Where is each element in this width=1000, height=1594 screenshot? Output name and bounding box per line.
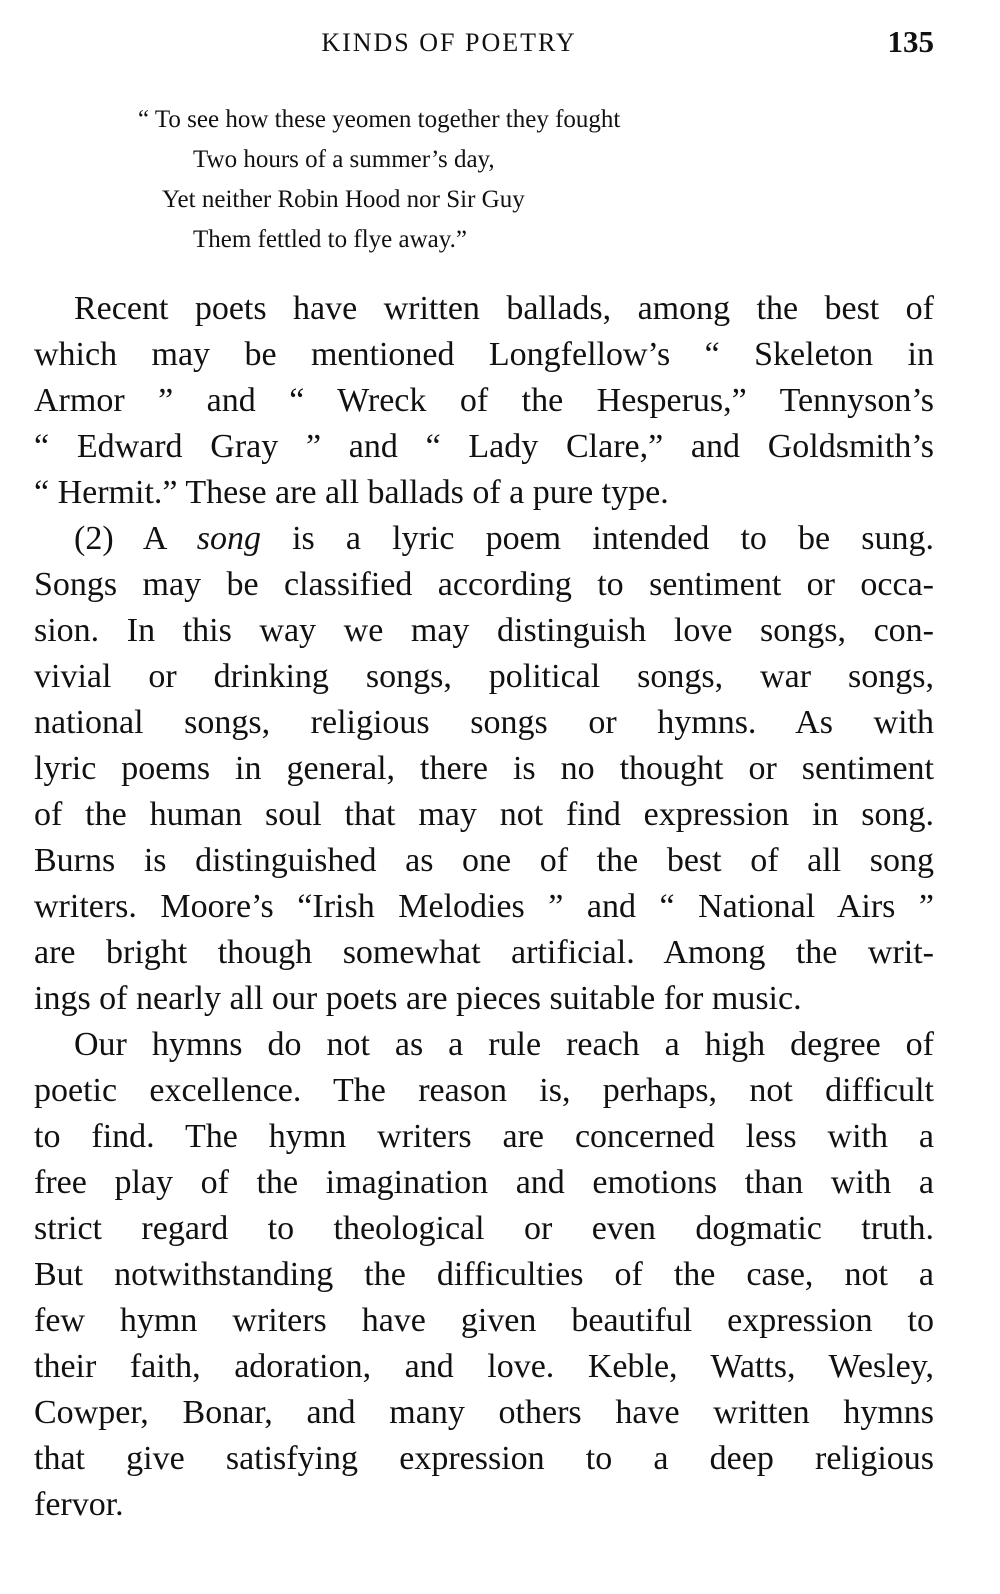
text-line: Armor ” and “ Wreck of the Hesperus,” Tennyson’s xyxy=(34,382,934,419)
text-line: “ Hermit.” These are all ballads of a pure type. xyxy=(34,474,669,511)
text-line: poetic excellence. The reason is, perhaps, not difficult xyxy=(34,1072,934,1109)
verse-line: Them fettled to flye away.” xyxy=(193,226,467,253)
text-line: Recent poets have written ballads, among the best of xyxy=(74,290,934,327)
text-line: But notwithstanding the difficulties of the case, not a xyxy=(34,1256,934,1293)
text-line: are bright though somewhat artificial. Among the writ- xyxy=(34,934,934,971)
text-line: free play of the imagination and emotions than with a xyxy=(34,1164,934,1201)
verse-line: Yet neither Robin Hood nor Sir Guy xyxy=(162,186,525,213)
running-head xyxy=(34,24,934,64)
text-line: lyric poems in general, there is no thought or sentiment xyxy=(34,750,934,787)
term-song: song xyxy=(196,520,261,557)
text-line: national songs, religious songs or hymns. As with xyxy=(34,704,934,741)
text-line: to find. The hymn writers are concerned less with a xyxy=(34,1118,934,1155)
text-line: fervor. xyxy=(34,1486,124,1523)
text-line: Burns is distinguished as one of the best of all song xyxy=(34,842,934,879)
text-line: sion. In this way we may distinguish love songs, con- xyxy=(34,612,934,649)
body-text xyxy=(34,286,934,1528)
text-line: writers. Moore’s “Irish Melodies ” and “ National Airs ” xyxy=(34,888,934,925)
text-span: (2) A xyxy=(74,520,166,557)
text-line: their faith, adoration, and love. Keble, Watts, Wesley, xyxy=(34,1348,934,1385)
text-line: Songs may be classified according to sentiment or occa- xyxy=(34,566,934,603)
page-number: 135 xyxy=(887,24,934,59)
text-line: strict regard to theological or even dogmatic truth. xyxy=(34,1210,934,1247)
text-line: “ Edward Gray ” and “ Lady Clare,” and Goldsmith’s xyxy=(34,428,934,465)
text-line: of the human soul that may not find expression in song. xyxy=(34,796,934,833)
text-line: Our hymns do not as a rule reach a high degree of xyxy=(74,1026,934,1063)
running-title: KINDS OF POETRY xyxy=(321,28,577,57)
ballad-quotation xyxy=(138,100,858,260)
text-line: Cowper, Bonar, and many others have written hymns xyxy=(34,1394,934,1431)
verse-line: Two hours of a summer’s day, xyxy=(193,146,495,173)
text-line: which may be mentioned Longfellow’s “ Skeleton in xyxy=(34,336,934,373)
text-line: ings of nearly all our poets are pieces suitable for music. xyxy=(34,980,802,1017)
text-span: is a lyric poem intended to be sung. xyxy=(292,520,934,557)
text-line: that give satisfying expression to a deep religious xyxy=(34,1440,934,1477)
verse-line: “ To see how these yeomen together they fought xyxy=(138,106,621,133)
text-line-song-definition xyxy=(34,516,934,562)
text-line: vivial or drinking songs, political songs, war songs, xyxy=(34,658,934,695)
text-line: few hymn writers have given beautiful expression to xyxy=(34,1302,934,1339)
